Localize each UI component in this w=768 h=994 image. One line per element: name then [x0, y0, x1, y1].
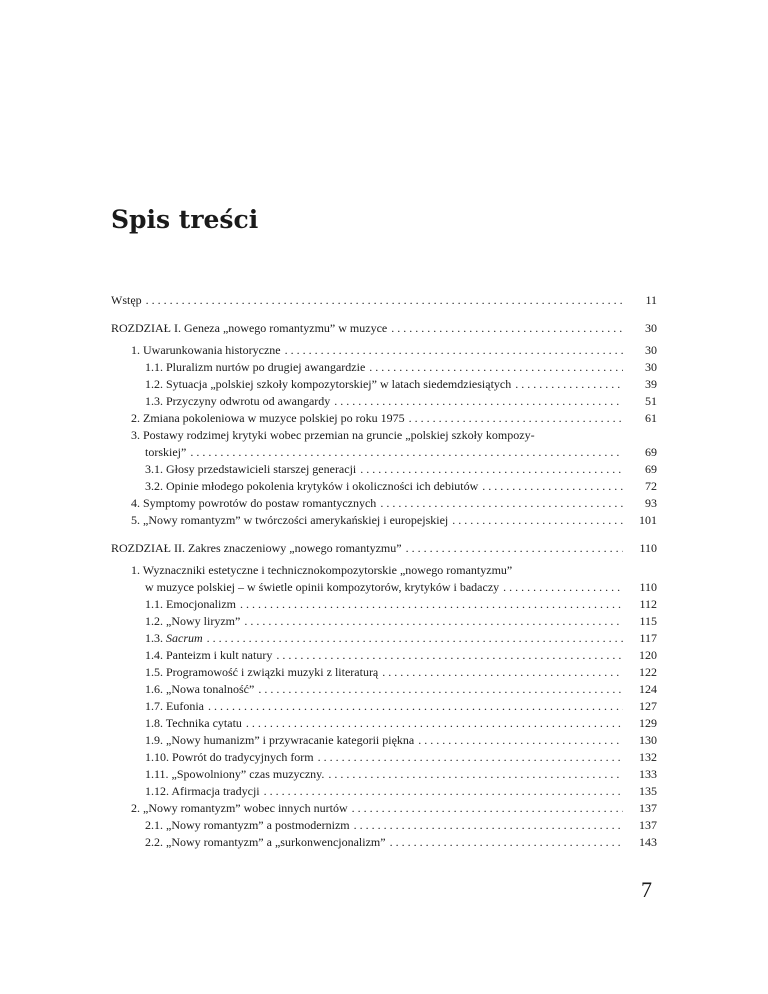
page-number: 69 [645, 445, 657, 459]
page-number: 51 [645, 394, 657, 408]
page-number: 110 [639, 541, 657, 555]
page-number: 101 [639, 513, 657, 527]
page-number: 124 [639, 682, 657, 696]
page-number: 30 [645, 360, 657, 374]
page-number: 135 [639, 784, 657, 798]
page-number: 72 [645, 479, 657, 493]
toc-entry[interactable]: 1. Wyznaczniki estetyczne i technicznokompozytorskie „nowego romantyzmu” [131, 563, 513, 577]
page-number: 69 [645, 462, 657, 476]
page-number: 129 [639, 716, 657, 730]
page-number: 39 [645, 377, 657, 391]
page-number: 120 [639, 648, 657, 662]
toc-entry[interactable]: 2.1. „Nowy romantyzm” a postmodernizm . . . 137 [111, 817, 657, 834]
toc-entry[interactable]: 1.12. Afirmacja tradycji . . . 135 [111, 783, 657, 800]
toc-entry[interactable]: 1.4. Panteizm i kult natury . . . 120 [111, 647, 657, 664]
toc-entry[interactable]: 1.11. „Spowolniony” czas muzyczny. . . . 133 [111, 766, 657, 783]
page-number: 133 [639, 767, 657, 781]
toc-entry[interactable]: 1.3. Sacrum . . . 117 [111, 630, 657, 647]
toc-entry-wstep[interactable]: Wstęp . . . 11 [111, 292, 657, 309]
toc-chapter-2[interactable]: ROZDZIAŁ II. Zakres znaczeniowy „nowego romantyzmu” . . . 110 [111, 540, 657, 557]
page-number: 127 [639, 699, 657, 713]
toc-entry[interactable]: 4. Symptomy powrotów do postaw romantycznych . . . 93 [111, 495, 657, 512]
page-number: 61 [645, 411, 657, 425]
page-number: 30 [645, 321, 657, 335]
toc-entry[interactable]: torskiej” . . . 69 [111, 444, 657, 461]
page-number: 117 [639, 631, 657, 645]
page-title: Spis treści [111, 205, 259, 234]
toc-entry[interactable]: 3. Postawy rodzimej krytyki wobec przemian na gruncie „polskiej szkoły kompozy- [131, 428, 535, 442]
table-of-contents [111, 292, 657, 851]
toc-entry[interactable]: 1.2. „Nowy liryzm” . . . 115 [111, 613, 657, 630]
toc-entry[interactable]: 1.2. Sytuacja „polskiej szkoły kompozytorskiej” w latach siedemdziesiątych . . . 39 [111, 376, 657, 393]
page-number: 11 [645, 293, 657, 307]
toc-entry[interactable]: 1.8. Technika cytatu . . . 129 [111, 715, 657, 732]
page-number: 93 [645, 496, 657, 510]
page-number: 110 [639, 580, 657, 594]
toc-entry[interactable]: 1.10. Powrót do tradycyjnych form . . . 132 [111, 749, 657, 766]
page-number: 30 [645, 343, 657, 357]
toc-entry[interactable]: 1.3. Przyczyny odwrotu od awangardy . . . 51 [111, 393, 657, 410]
page-number: 137 [639, 818, 657, 832]
toc-entry[interactable]: 1.6. „Nowa tonalność” . . . 124 [111, 681, 657, 698]
page-number: 132 [639, 750, 657, 764]
toc-entry[interactable]: 1.5. Programowość i związki muzyki z literaturą . . . 122 [111, 664, 657, 681]
toc-entry[interactable]: 1.7. Eufonia . . . 127 [111, 698, 657, 715]
toc-entry[interactable]: w muzyce polskiej – w świetle opinii kompozytorów, krytyków i badaczy . . . 110 [111, 579, 657, 596]
toc-entry[interactable]: 2. Zmiana pokoleniowa w muzyce polskiej po roku 1975 . . . 61 [111, 410, 657, 427]
toc-entry[interactable]: 5. „Nowy romantyzm” w twórczości amerykańskiej i europejskiej . . . 101 [111, 512, 657, 529]
page-number: 112 [639, 597, 657, 611]
toc-entry[interactable]: 1. Uwarunkowania historyczne . . . 30 [111, 342, 657, 359]
toc-entry[interactable]: 1.1. Emocjonalizm . . . 112 [111, 596, 657, 613]
toc-entry[interactable]: 1.1. Pluralizm nurtów po drugiej awangardzie . . . 30 [111, 359, 657, 376]
toc-entry[interactable]: 2. „Nowy romantyzm” wobec innych nurtów . . . 137 [111, 800, 657, 817]
page-number: 130 [639, 733, 657, 747]
toc-entry[interactable]: 2.2. „Nowy romantyzm” a „surkonwencjonalizm” . . . 143 [111, 834, 657, 851]
toc-entry[interactable]: 1.9. „Nowy humanizm” i przywracanie kategorii piękna . . . 130 [111, 732, 657, 749]
page-number: 115 [639, 614, 657, 628]
page-folio: 7 [641, 877, 652, 902]
toc-chapter-1[interactable]: ROZDZIAŁ I. Geneza „nowego romantyzmu” w muzyce . . . 30 [111, 320, 657, 337]
page-number: 137 [639, 801, 657, 815]
toc-entry[interactable]: 3.1. Głosy przedstawicieli starszej generacji . . . 69 [111, 461, 657, 478]
page-number: 122 [639, 665, 657, 679]
toc-entry[interactable]: 3.2. Opinie młodego pokolenia krytyków i okoliczności ich debiutów . . . 72 [111, 478, 657, 495]
page-number: 143 [639, 835, 657, 849]
